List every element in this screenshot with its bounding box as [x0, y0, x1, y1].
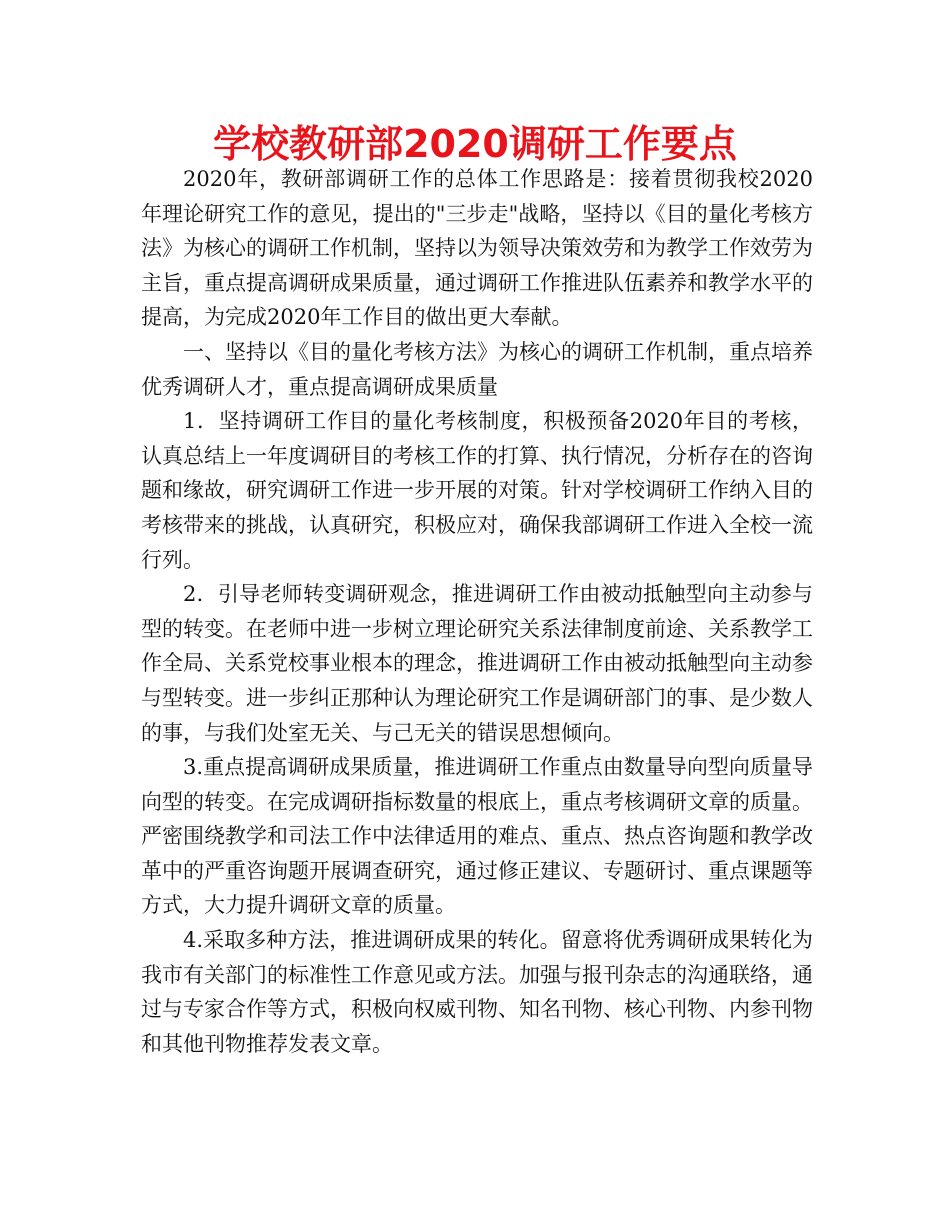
- item-paragraph-2: 2．引导老师转变调研观念，推进调研工作由被动抵触型向主动参与型的转变。在老师中进一步树立理论研究关系法律制度前途、关系教学工作全局、关系党校事业根本的理念，推进调研工作由被动抵触型向主动参与型转变。进一步纠正那种认为理论研究工作是调研部门的事、是少数人的事，与我们处室无关、与己无关的错误思想倾向。: [141, 582, 813, 745]
- document-title: 学校教研部2020调研工作要点: [213, 122, 737, 166]
- item-paragraph-1: 1．坚持调研工作目的量化考核制度，积极预备2020年目的考核，认真总结上一年度调研目的考核工作的打算、执行情况，分析存在的咨询题和缘故，研究调研工作进一步开展的对策。针对学校调研工作纳入目的考核带来的挑战，认真研究，积极应对，确保我部调研工作进入全校一流行列。: [141, 409, 813, 572]
- document-body: [141, 162, 813, 1061]
- intro-paragraph: 2020年，教研部调研工作的总体工作思路是：接着贯彻我校2020年理论研究工作的意见，提出的"三步走"战略，坚持以《目的量化考核方法》为核心的调研工作机制，坚持以为领导决策效劳和为教学工作效劳为主旨，重点提高调研成果质量，通过调研工作推进队伍素养和教学水平的提高，为完成2020年工作目的做出更大奉献。: [141, 167, 813, 330]
- item-paragraph-4: 4.采取多种方法，推进调研成果的转化。留意将优秀调研成果转化为我市有关部门的标准性工作意见或方法。加强与报刊杂志的沟通联络，通过与专家合作等方式，积极向权威刊物、知名刊物、核心刊物、内参刊物和其他刊物推荐发表文章。: [141, 928, 813, 1056]
- item-paragraph-3: 3.重点提高调研成果质量，推进调研工作重点由数量导向型向质量导向型的转变。在完成调研指标数量的根底上，重点考核调研文章的质量。严密围绕教学和司法工作中法律适用的难点、重点、热点咨询题和教学改革中的严重咨询题开展调查研究，通过修正建议、专题研讨、重点课题等方式，大力提升调研文章的质量。: [141, 755, 813, 918]
- section-heading: 一、坚持以《目的量化考核方法》为核心的调研工作机制，重点培养优秀调研人才，重点提高调研成果质量: [141, 339, 813, 399]
